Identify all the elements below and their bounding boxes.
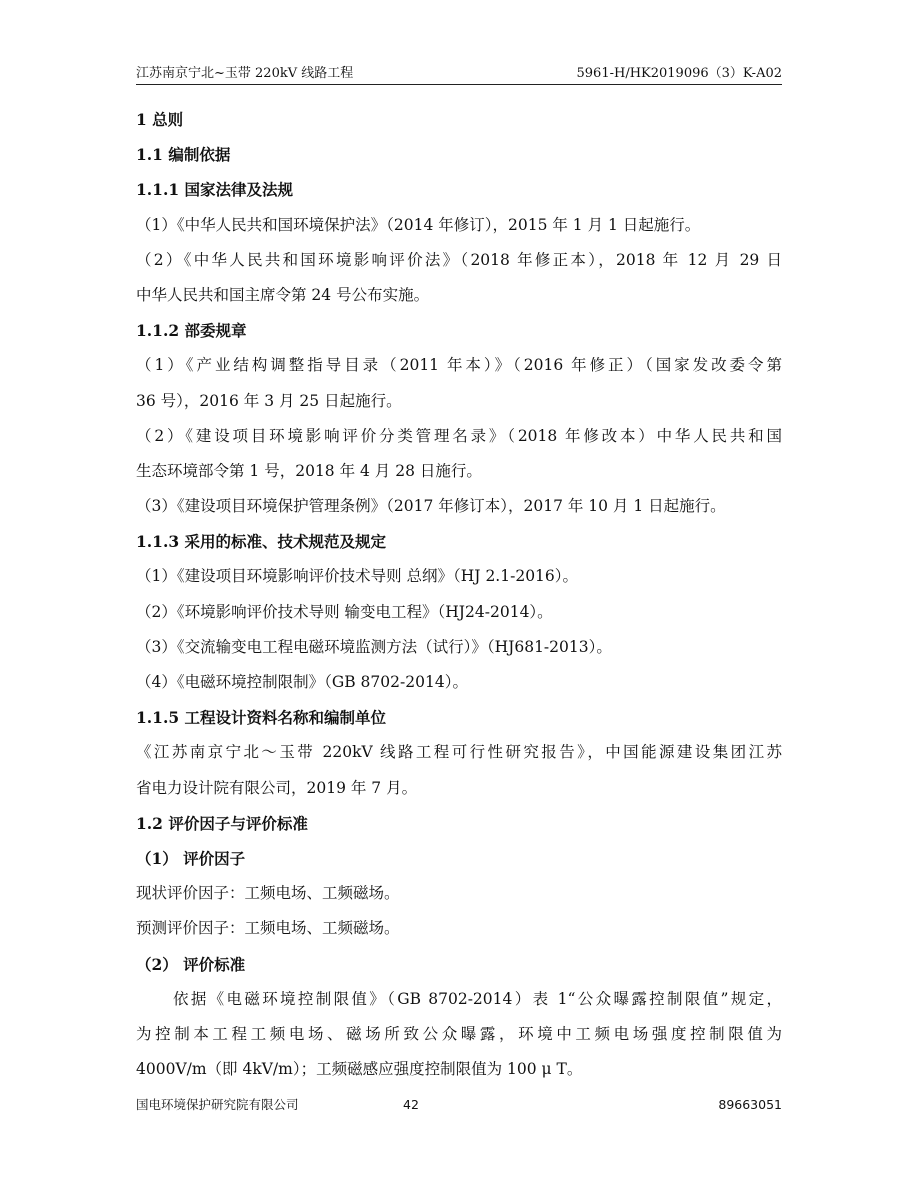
page-footer xyxy=(136,1097,782,1115)
footer-phone-number: 89663051 xyxy=(718,1097,782,1112)
standard-item-1: （1）《建设项目环境影响评价技术导则 总纲》（HJ 2.1-2016）。 xyxy=(136,567,579,586)
footer-organization: 国电环境保护研究院有限公司 xyxy=(136,1097,299,1112)
heading-chapter-1: 1 总则 xyxy=(136,110,184,129)
law-item-2-line-2: 中华人民共和国主席令第 24 号公布实施。 xyxy=(136,285,430,304)
regulation-item-2-line-2: 生态环境部令第 1 号，2018 年 4 月 28 日施行。 xyxy=(136,461,482,480)
design-source-line-1: 《江苏南京宁北～玉带 220kV 线路工程可行性研究报告》，中国能源建设集团江苏 xyxy=(136,743,782,762)
subheading-evaluation-criteria: （2） 评价标准 xyxy=(136,954,246,974)
heading-1-1-5: 1.1.5 工程设计资料名称和编制单位 xyxy=(136,708,387,728)
regulation-item-1-line-2: 36 号），2016 年 3 月 25 日起施行。 xyxy=(136,391,402,410)
heading-1-1: 1.1 编制依据 xyxy=(136,145,231,165)
subheading-evaluation-factors: （1） 评价因子 xyxy=(136,848,246,868)
heading-1-1-2: 1.1.2 部委规章 xyxy=(136,321,247,341)
law-item-1: （1）《中华人民共和国环境保护法》（2014 年修订），2015 年 1 月 1 日起施行。 xyxy=(136,215,701,234)
heading-1-2: 1.2 评价因子与评价标准 xyxy=(136,813,308,833)
regulation-item-2-line-1: （2）《建设项目环境影响评价分类管理名录》（2018 年修改本）中华人民共和国 xyxy=(136,426,782,445)
heading-1-1-1: 1.1.1 国家法律及法规 xyxy=(136,180,294,200)
header-document-number: 5961-H/HK2019096（3）K-A02 xyxy=(576,66,782,81)
current-evaluation-factors: 现状评价因子：工频电场、工频磁场。 xyxy=(136,884,400,903)
standard-item-2: （2）《环境影响评价技术导则 输变电工程》（HJ24-2014）。 xyxy=(136,602,553,621)
footer-page-number: 42 xyxy=(403,1097,419,1112)
predicted-evaluation-factors: 预测评价因子：工频电场、工频磁场。 xyxy=(136,919,400,938)
criteria-paragraph-line-1: 依据《电磁环境控制限值》（GB 8702-2014）表 1“公众曝露控制限值”规定， xyxy=(173,989,782,1008)
header-divider xyxy=(136,84,782,85)
design-source-line-2: 省电力设计院有限公司，2019 年 7 月。 xyxy=(136,778,418,797)
criteria-paragraph-line-2: 为控制本工程工频电场、磁场所致公众曝露，环境中工频电场强度控制限值为 xyxy=(136,1024,782,1043)
regulation-item-1-line-1: （1）《产业结构调整指导目录（2011 年本）》（2016 年修正）（国家发改委令第 xyxy=(136,356,782,375)
standard-item-3: （3）《交流输变电工程电磁环境监测方法（试行）》（HJ681-2013）。 xyxy=(136,637,612,656)
standard-item-4: （4）《电磁环境控制限制》（GB 8702-2014）。 xyxy=(136,673,468,691)
page-header xyxy=(136,66,782,84)
document-body xyxy=(136,102,782,1087)
heading-1-1-3: 1.1.3 采用的标准、技术规范及规定 xyxy=(136,532,387,552)
header-project-title: 江苏南京宁北~玉带 220kV 线路工程 xyxy=(136,66,354,81)
criteria-paragraph-line-3: 4000V/m（即 4kV/m）；工频磁感应强度控制限值为 100 μ T。 xyxy=(136,1060,583,1079)
law-item-2-line-1: （2）《中华人民共和国环境影响评价法》（2018 年修正本），2018 年 12 月 29 日 xyxy=(136,250,782,269)
regulation-item-3: （3）《建设项目环境保护管理条例》（2017 年修订本），2017 年 10 月 1 日起施行。 xyxy=(136,497,726,516)
